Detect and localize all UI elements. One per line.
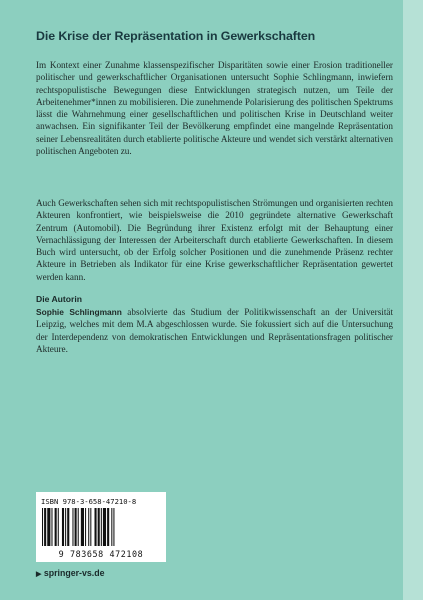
author-heading: Die Autorin <box>36 294 82 304</box>
barcode-bars <box>42 508 160 546</box>
publisher-website[interactable] <box>36 568 104 578</box>
book-title: Die Krise der Repräsentation in Gewerkschaften <box>36 29 316 43</box>
author-bio <box>36 306 393 355</box>
isbn-label: ISBN 978-3-658-47210-8 <box>41 497 137 506</box>
isbn-barcode <box>36 492 166 562</box>
barcode-digits: 9 783658 472108 <box>58 549 144 559</box>
blurb-paragraph-1: Im Kontext einer Zunahme klassenspezifischer Disparitäten sowie einer Erosion traditioneller politischer und gewerkschaftlicher Organisationen untersucht Sophie Schlingmann, inwiefern rechtspopulistische Bewegungen diese Entwicklungen strategisch nutzen, um Teile der Arbeitenehmer*innen zu mobilisieren. Die zunehmende Polarisierung des politischen Spektrums lässt die Wahrnehmung einer gesellschaftlichen und politischen Krise in Deutschland weiter anwachsen. Ein signifikanter Teil der Bevölkerung empfindet eine mangelnde Repräsentation seiner Lebensrealitäten durch etablierte politische Akteure und wendet sich verstärkt alternativen politischen Angeboten zu. <box>36 60 393 157</box>
author-bio-text: absolvierte das Studium der Politikwissenschaft an der Universität Leipzig, welches mit dem M.A abgeschlossen wurde. Sie fokussiert sich auf die Untersuchung der Interdependenz von demokratischen Entwicklungen und Repräsentationsfragen politischer Akteure. <box>36 307 394 354</box>
blurb-paragraph-2: Auch Gewerkschaften sehen sich mit rechtspopulistischen Strömungen und organisierten rechten Akteuren konfrontiert, wie beispielsweise die 2010 gegründete alternative Gewerkschaft Zentrum (Automobil). Die Begründung ihrer Existenz erfolgt mit der Behauptung einer Vernachlässigung der Interessen der Arbeiterschaft durch etablierte Gewerkschaften. In diesem Buch wird untersucht, ob der Erfolg solcher Positionen und die zunehmende Präsenz rechter Akteure in Betrieben als Indikator für eine Krise gewerkschaftlicher Repräsentation gewertet werden kann. <box>36 198 393 282</box>
author-name: Sophie Schlingmann <box>36 307 122 317</box>
arrow-right-icon: ▶ <box>36 571 42 578</box>
website-label: springer-vs.de <box>43 568 105 578</box>
right-edge-strip <box>403 0 423 600</box>
